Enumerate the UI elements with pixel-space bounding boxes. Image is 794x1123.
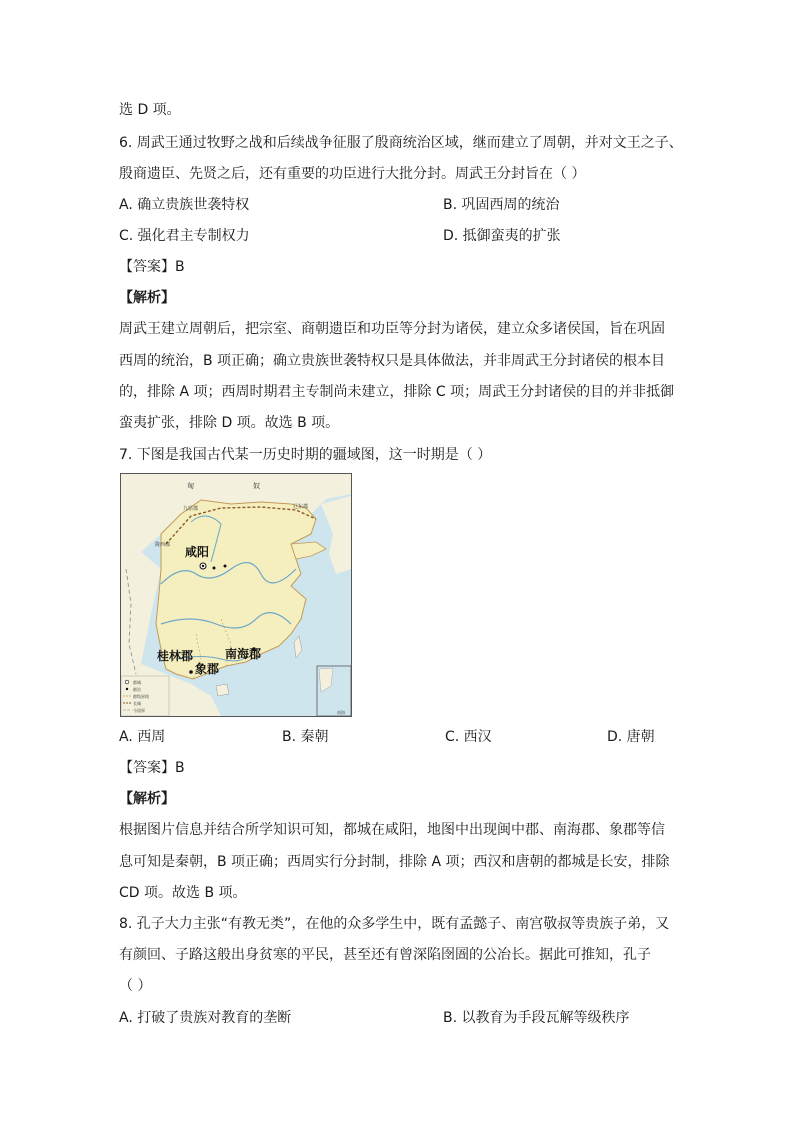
map-label-xiongnu: 匈 xyxy=(187,482,194,490)
legend-item: 郡级界线 xyxy=(133,694,149,699)
map-label-xianyang: 咸阳 xyxy=(185,545,210,559)
qin-territory-map xyxy=(120,473,352,717)
q7-explanation: CD 项。故选 B 项。 xyxy=(119,885,247,901)
map-label-jiuyuan: 九原郡 xyxy=(183,506,199,512)
q6-option-d: D. 抵御蛮夷的扩张 xyxy=(443,228,561,244)
q7-option-a: A. 西周 xyxy=(119,729,166,745)
question-8-blank: （ ） xyxy=(119,978,152,994)
q7-explanation: 根据图片信息并结合所学知识可知，都城在咸阳，地图中出现闽中郡、南海郡、象郡等信 xyxy=(119,822,665,838)
map-label-longxi: 陇西郡 xyxy=(155,542,171,548)
map-label-nanhai: 南海郡 xyxy=(225,647,262,661)
map-label-xiang: 象郡 xyxy=(195,662,220,676)
q6-explanation: 西周的统治，B 项正确；确立贵族世袭特权只是具体做法，并非周武王分封诸侯的根本目 xyxy=(119,353,666,369)
q6-explanation: 的，排除 A 项；西周时期君主专制尚未建立，排除 C 项；周武王分封诸侯的目的并非抵御 xyxy=(119,384,675,400)
q6-analysis-heading: 【解析】 xyxy=(119,290,175,306)
question-6-stem-cont: 殷商遗臣、先贤之后，还有重要的功臣进行大批分封。周武王分封旨在（ ） xyxy=(119,166,586,182)
question-7-stem: 7. 下图是我国古代某一历史时期的疆域图，这一时期是（ ） xyxy=(119,447,492,463)
question-6-stem: 6. 周武王通过牧野之战和后续战争征服了殷商统治区域，继而建立了周朝，并对文王之子、 xyxy=(119,135,683,151)
q6-option-b: B. 巩固西周的统治 xyxy=(443,197,560,213)
legend-item: 郡治 xyxy=(133,687,141,692)
q6-option-a: A. 确立贵族世袭特权 xyxy=(119,197,250,213)
q6-option-c: C. 强化君主专制权力 xyxy=(119,228,250,244)
text-line: 选 D 项。 xyxy=(119,102,181,118)
q7-option-b: B. 秦朝 xyxy=(282,729,329,745)
q7-option-d: D. 唐朝 xyxy=(607,729,655,745)
question-8-stem: 8. 孔子大力主张“有教无类”，在他的众多学生中，既有孟懿子、南宫敬叔等贵族子弟，又 xyxy=(119,916,670,932)
map-label-xiongnu: 奴 xyxy=(253,482,260,490)
q6-explanation: 蛮夷扩张，排除 D 项。故选 B 项。 xyxy=(119,415,340,431)
inset-label: 南海 xyxy=(337,710,345,715)
q7-option-c: C. 西汉 xyxy=(445,729,492,745)
q6-explanation: 周武王建立周朝后，把宗室、商朝遗臣和功臣等分封为诸侯，建立众多诸侯国，旨在巩固 xyxy=(119,321,665,337)
legend-item: 都城 xyxy=(133,680,141,685)
map-label-guilin: 桂林郡 xyxy=(157,649,194,663)
q8-option-b: B. 以教育为手段瓦解等级秩序 xyxy=(443,1010,630,1026)
q7-analysis-heading: 【解析】 xyxy=(119,791,175,807)
question-8-stem-cont: 有颜回、子路这般出身贫寒的平民，甚至还有曾深陷囹圄的公冶长。据此可推知，孔子 xyxy=(119,947,651,963)
q8-option-a: A. 打破了贵族对教育的垄断 xyxy=(119,1010,292,1026)
q7-answer: 【答案】B xyxy=(119,760,185,776)
legend-item: 今国界 xyxy=(133,708,145,713)
q6-answer: 【答案】B xyxy=(119,259,185,275)
q7-explanation: 息可知是秦朝，B 项正确；西周实行分封制，排除 A 项；西汉和唐朝的都城是长安，排除 xyxy=(119,854,670,870)
map-label-liaodong: 辽东郡 xyxy=(293,504,309,510)
legend-item: 长城 xyxy=(133,701,141,706)
